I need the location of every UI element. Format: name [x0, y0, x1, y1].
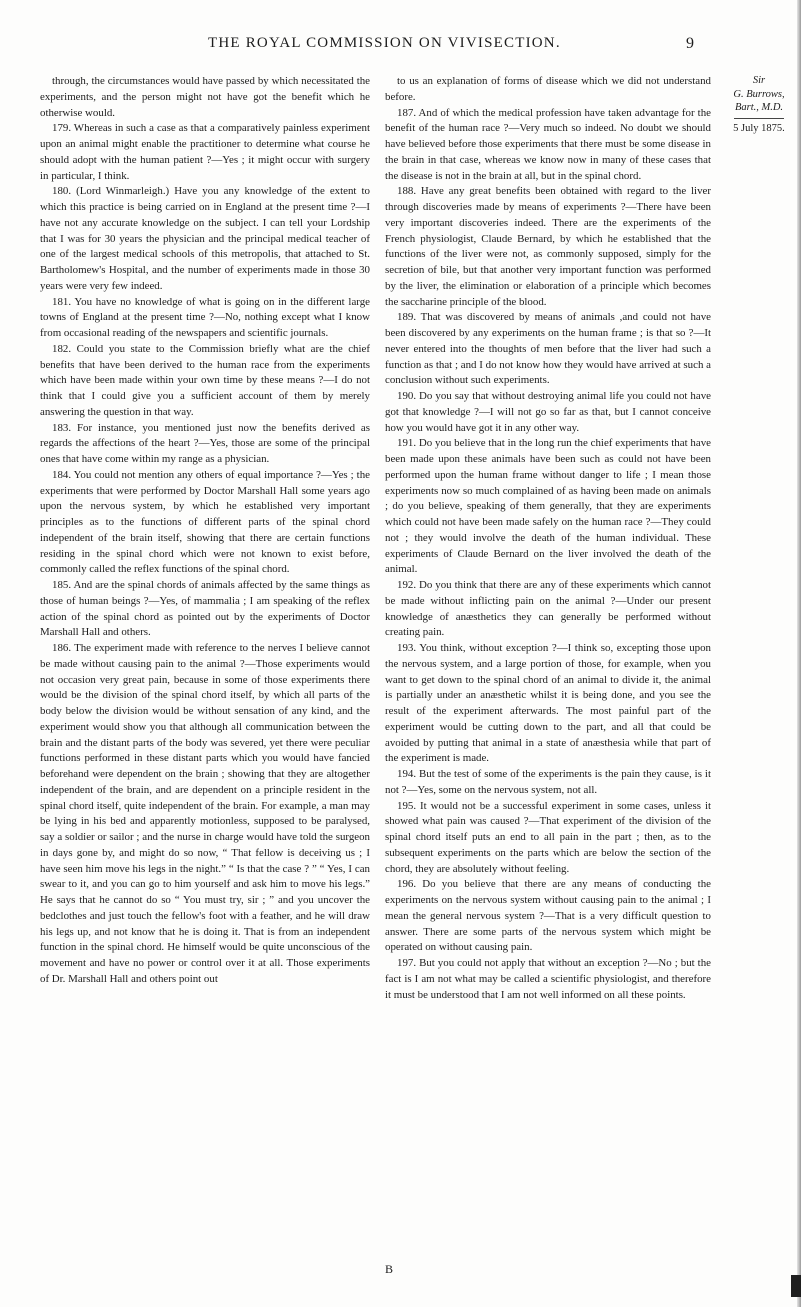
session-date: 5 July 1875.	[733, 122, 785, 134]
paragraph: 179. Whereas in such a case as that a comparatively painless experiment upon an animal might enable the practitioner to determine what course he should adopt with the human patient ?—Yes ; it might occur with surgery in particular, I think.	[40, 122, 370, 182]
paragraph: 184. You could not mention any others of equal importance ?—Yes ; the experiments that were performed by Doctor Marshall Hall some years ago upon the nervous system, by which he established very important principles as to the functions of different parts of the spinal chord independent of the brain itself, showing that there are certain functions residing in the spinal chord which were not known to exist before, commonly called the reflex functions of the spinal chord.	[40, 468, 370, 576]
paragraph: 196. Do you believe that there are any means of conducting the experiments on the nervous system without causing pain to the animal ; I mean the general nervous system ?—That is a very difficult question to answer. There are some parts of the nervous system which might be operated on without causing pain.	[385, 878, 711, 954]
paragraph: to us an explanation of forms of disease which we did not understand before.	[385, 75, 711, 103]
margin-divider	[734, 118, 784, 119]
witness-margin-note	[717, 74, 801, 135]
printer-signature-mark: B	[385, 1262, 394, 1276]
paragraph: 182. Could you state to the Commission briefly what are the chief benefits that have been derived to the human race from the experiments which have been made within your own time by these means ?—I do not think that I could give you a sufficient account of them by merely answering the question in that way.	[40, 342, 370, 418]
binding-mark	[791, 1275, 801, 1297]
paragraph: 192. Do you think that there are any of these experiments which cannot be made without inflicting pain on the animal ?—Under our present knowledge of anæsthetics they can generally be performed without creating pain.	[385, 579, 711, 639]
page-header	[0, 35, 801, 59]
paragraph: 181. You have no knowledge of what is going on in the different large towns of England at the present time ?—No, nothing except what I know from occasional reading of the newspapers and scientific journals.	[40, 295, 370, 339]
running-title: THE ROYAL COMMISSION ON VIVISECTION.	[208, 35, 561, 51]
paragraph: 189. That was discovered by means of animals ,and could not have been discovered by any experiments on the human frame ; is that so ?—It never entered into the thoughts of men before that the liver had such a function as that ; and I do not know how they would have arrived at such a conclusion without such experiments.	[385, 311, 711, 387]
paragraph: 188. Have any great benefits been obtained with regard to the liver through discoveries made by means of experiments ?—There have been very important discoveries indeed. There are the experiments of the French physiologist, Claude Bernard, by which he established that the functions of the liver were not, as commonly supposed, simply for the secretion of bile, but that another very important function was performed by the liver, the elimination or elaboration of a principle which becomes the saccharine principle of the blood.	[385, 185, 711, 308]
paragraph: 194. But the test of some of the experiments is the pain they cause, is it not ?—Yes, some on the nervous system, not all.	[385, 768, 711, 796]
paragraph: 187. And of which the medical profession have taken advantage for the benefit of the human race ?—Very much so indeed. No doubt we should have believed before those experiments that there must be some disease in the brain in that case, whereas we know now in many of these cases that the disease is not in the brain at all, but in the spinal chord.	[385, 106, 711, 182]
paragraph: 185. And are the spinal chords of animals affected by the same things as those of human beings ?—Yes, of mammalia ; I am speaking of the reflex action of the spinal chord as pointed out by the experiments of Doctor Marshall Hall and others.	[40, 579, 370, 639]
paragraph: through, the circumstances would have passed by which necessitated the experiments, and the person might not have got the benefit which he otherwise would.	[40, 75, 370, 119]
paragraph: 197. But you could not apply that without an exception ?—No ; but the fact is I am not what may be called a scientific physiologist, and therefore it must be understood that I am not well informed on all these points.	[385, 957, 711, 1001]
page-number: 9	[686, 35, 694, 52]
witness-title: Sir	[752, 75, 766, 86]
paragraph: 191. Do you believe that in the long run the chief experiments that have been made upon these animals have been such as could not have been performed upon the human frame without danger to life ; I mean those experiments now so much complained of as having been made on animals ; do you believe, speaking of them generally, that they are experiments which could not have been made safely on the human race ?—They could not ; they would involve the death of the human individual. These experiments of Claude Bernard on the liver involved the death of the animal.	[385, 437, 711, 576]
paragraph: 186. The experiment made with reference to the nerves I believe cannot be made without causing pain to the animal ?—Those experiments would not occasion very great pain, because in some of those experiments there would be the division of the spinal chord itself, by which all parts of the body below the division would be without sensation of any kind, and the experiment would show you that although all communication between the brain and the distant parts of the body was severed, yet there were peculiar functions performed in these distant parts which you would have fancied beforehand were dependent on the brain ; showing that they are altogether independent of the brain, and are dependent on a principle resident in the spinal chord itself, quite independent of the brain. For example, a man may be lying in his bed and apparently motionless, supposed to be paralysed, say a soldier or sailor ; and the nurse in charge would have told the surgeon in days gone by, and might do so now, “ That fellow is deceiving us ; I have seen him move his legs in the night.” “ Is that the case ? ” “ Yes, I can swear to it, and you can go to him yourself and ask him to move his legs.” He says that he cannot do so “ You must try, sir ; ” and you uncover the bedclothes and just touch the fellow's foot with a feather, and he will draw his legs up, and not know that he is doing it. That is from an independent function in the spinal chord. He himself would be quite unconscious of the movement and have no power or control over it at all. Those experiments of Dr. Marshall Hall and others point out	[40, 642, 370, 985]
page-edge-shadow	[797, 0, 801, 1307]
paragraph: 195. It would not be a successful experiment in some cases, unless it showed what pain was caused ?—That experiment of the division of the spinal chord itself puts an end to all pain in the part ; then, as to the subsequent experiments on the parts which are below the section of the chord, they are absolutely without feeling.	[385, 799, 711, 875]
paragraph: 190. Do you say that without destroying animal life you could not have got that knowledge ?—I will not go so far as that, but I cannot conceive how you would have got it in any other way.	[385, 390, 711, 434]
witness-name: G. Burrows,	[733, 88, 785, 100]
paragraph: 193. You think, without exception ?—I think so, excepting those upon the nervous system, and a large portion of those, for example, when you want to get down to the spinal chord of an animal to divide it, the animal is partially under an anæsthetic whilst it is being done, and you see the result of the experiment afterwards. The most painful part of the experiment would be cutting down to the part, and all that could be avoided by putting that animal in a state of anæsthesia while that part of the experiment is made.	[385, 642, 711, 765]
witness-degree: Bart., M.D.	[734, 102, 784, 113]
paragraph: 180. (Lord Winmarleigh.) Have you any knowledge of the extent to which this practice is being carried on in England at the present time ?—I have not any accurate knowledge on the subject. I can tell your Lordship that I was for 30 years the physician and the principal medical teacher of one of the largest medical schools of this metropolis, that attached to St. Bartholomew's Hospital, and the number of experiments made in those 30 years were very few indeed.	[40, 185, 370, 292]
paragraph: 183. For instance, you mentioned just now the benefits derived as regards the affections of the heart ?—Yes, those are some of the principal ones that have come within my range as a physician.	[40, 421, 370, 465]
right-column	[385, 74, 711, 1003]
left-column	[40, 74, 370, 988]
